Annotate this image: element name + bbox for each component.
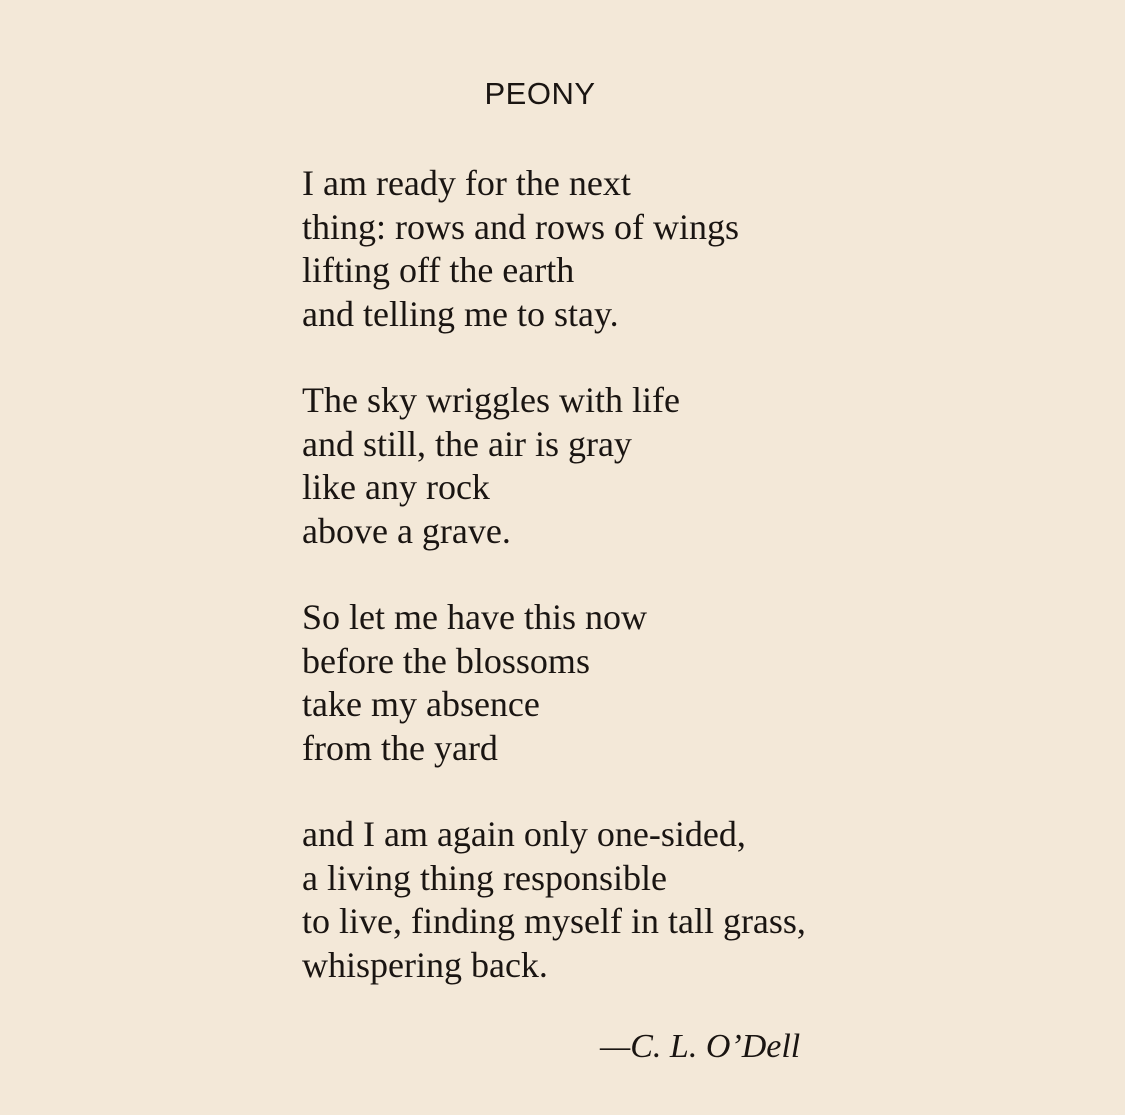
poem-title: PEONY xyxy=(484,76,596,111)
stanza-1 xyxy=(302,162,1002,336)
poem-line: I am ready for the next xyxy=(302,163,631,203)
poem-line: above a grave. xyxy=(302,510,511,551)
poem-line: to live, finding myself in tall grass, xyxy=(302,901,806,941)
poem-line: a living thing responsible xyxy=(302,857,667,898)
poem-line: and I am again only one-sided, xyxy=(302,814,746,854)
poem-line: lifting off the earth xyxy=(302,250,575,290)
poem-line: take my absence xyxy=(302,684,540,724)
stanza-2 xyxy=(302,379,1002,553)
poem-line: before the blossoms xyxy=(302,640,590,681)
stanza-4 xyxy=(302,813,1002,987)
poem-line: from the yard xyxy=(302,727,498,768)
poem-line: and telling me to stay. xyxy=(302,293,619,334)
poem-line: whispering back. xyxy=(302,944,548,985)
poem-line: So let me have this now xyxy=(302,597,647,637)
poem-line: and still, the air is gray xyxy=(302,423,632,464)
poem-line: thing: rows and rows of wings xyxy=(302,206,739,247)
poem-line: like any rock xyxy=(302,467,490,507)
poem-line: The sky wriggles with life xyxy=(302,380,680,420)
poem-body xyxy=(302,162,1002,1030)
poem-attribution: —C. L. O’Dell xyxy=(600,1028,801,1065)
stanza-3 xyxy=(302,596,1002,770)
